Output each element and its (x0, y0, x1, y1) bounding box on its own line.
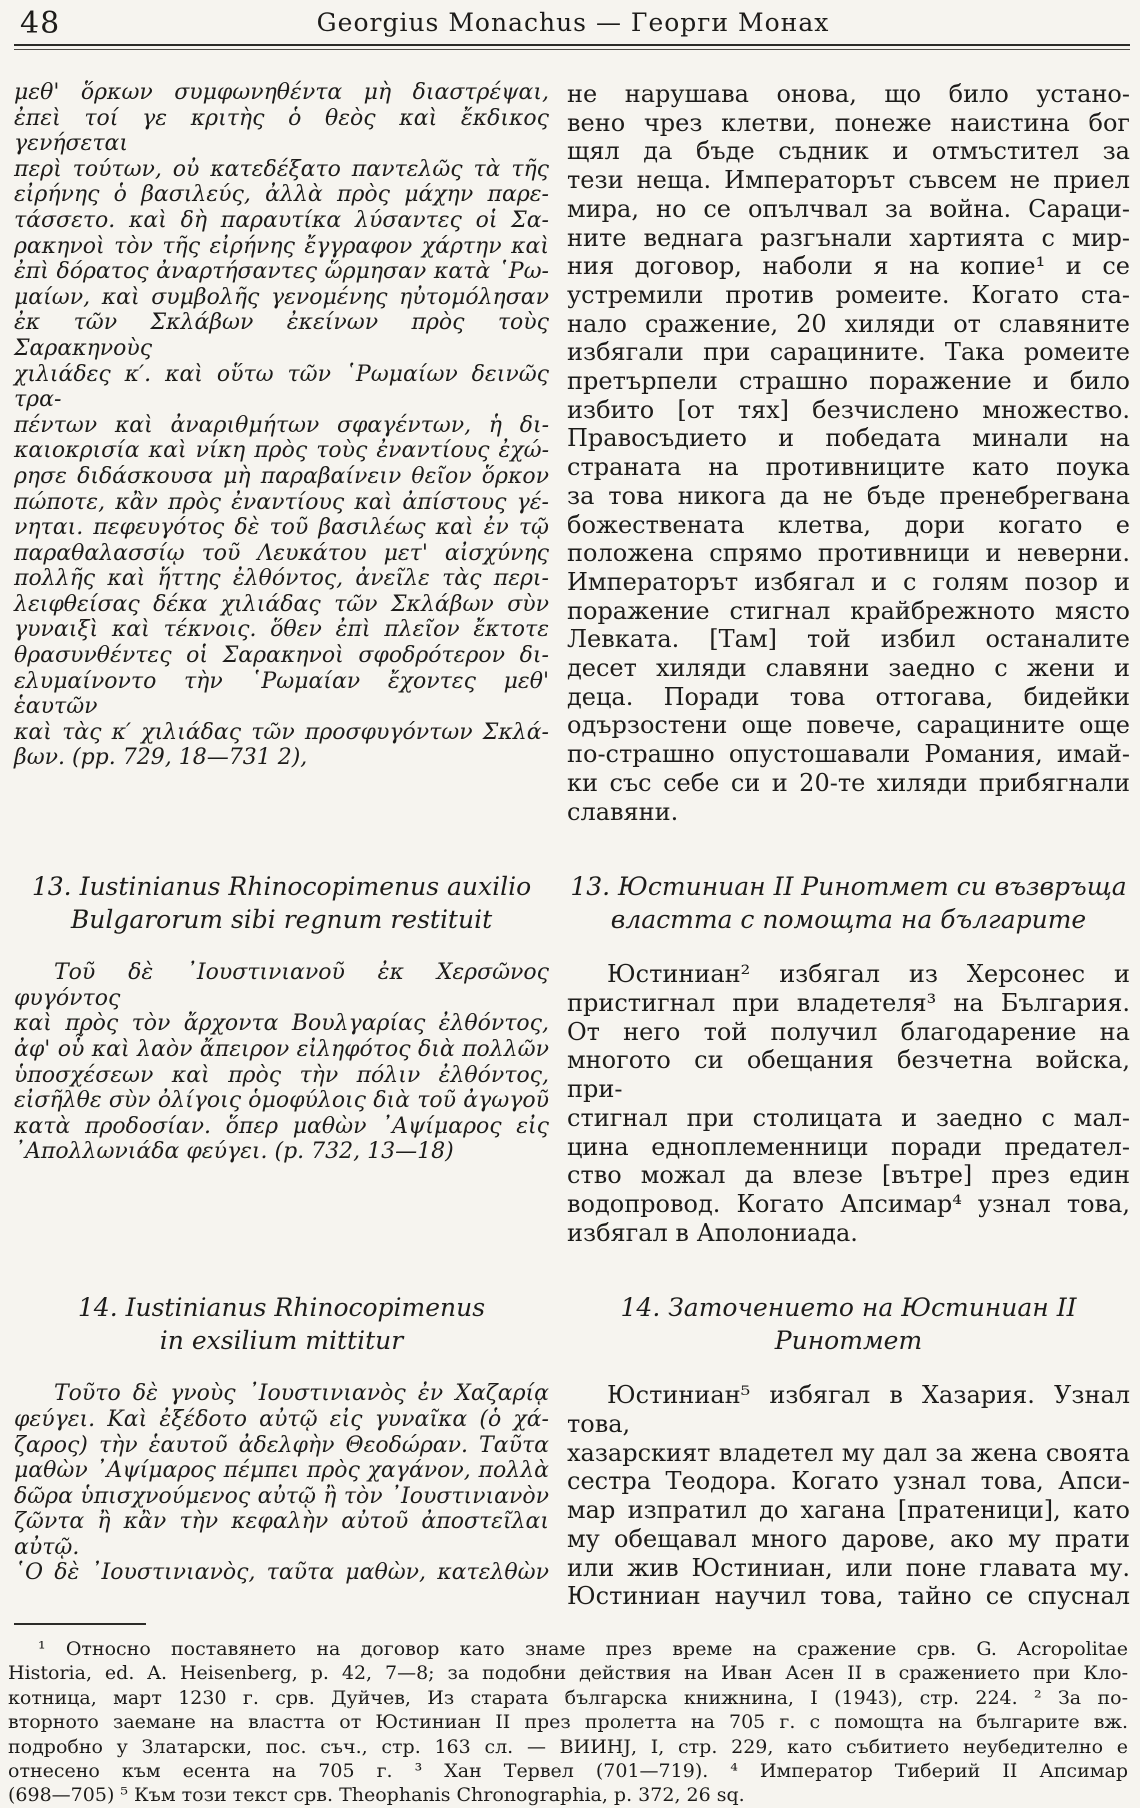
page-number: 48 (20, 6, 61, 41)
heading-line: 13. Юстиниан II Ринотмет си възвръща (570, 872, 1127, 902)
text-line: Юстиниан² избягал из Херсонес и (607, 960, 1130, 989)
heading-line: Ринотмет (774, 1326, 923, 1356)
heading-line: 14. Iustinianus Rhinocopimenus (77, 1293, 486, 1323)
section13-bulgarian-text (567, 960, 1130, 1247)
two-column-body (14, 80, 1132, 1611)
text-line: ἐκ τῶν Σκλάβων ἐκείνων πρὸς τοὺς Σαρακηνοὺς (14, 310, 549, 361)
text-line: Юстиниан⁵ избягал в Хазария. Узнал това, (567, 1381, 1130, 1439)
text-line: вторното заемане на властта от Юстиниан II през пролетта на 705 г. с помощта на българите вж. (8, 1711, 1128, 1734)
text-line: мира, но се опълчвал за война. Сараци- (567, 194, 1130, 223)
text-line: щял да бъде съдник и отмъстител за (567, 137, 1130, 166)
text-line: καὶ τὰς κ′ χιλιάδας τῶν προσφυγόντων Σκλά- (14, 719, 549, 745)
text-line: ελυμαίνοντο τὴν ῾Ρωμαίαν ἔχοντες μεθ' ἑαυτῶν (14, 668, 549, 720)
text-line: цина едноплеменници поради предател- (567, 1132, 1130, 1161)
section13-bulgarian-cell (567, 936, 1130, 1247)
text-line: поражение стигнал крайбрежното място (567, 596, 1130, 625)
text-line: устремили против ромеите. Когато ста- (567, 280, 1130, 309)
text-line: деца. Поради това оттогава, бидейки (567, 682, 1130, 711)
text-line: ζαρος) τὴν ἑαυτοῦ ἀδελφὴν Θεοδώραν. Ταῦτα (14, 1432, 549, 1458)
text-line: ки със себе си и 20-те хиляди прибягнали (567, 768, 1130, 797)
text-line: водопровод. Когато Апсимар⁴ узнал това, (567, 1189, 1130, 1218)
text-line: ᾽Απολλωνιάδα φεύγει. (p. 732, 13—18) (14, 1139, 454, 1165)
text-line: Historia, ed. A. Heisenberg, p. 42, 7—8; за подобни действия на Иван Асен II в сражението при Кло- (8, 1662, 1128, 1685)
text-line: избягал в Аполониада. (567, 1218, 858, 1247)
text-line: παραθαλασσίῳ τοῦ Λευκάτου μετ' αἰσχύνης (14, 540, 549, 566)
section14-greek-cell (14, 1357, 549, 1611)
text-line: положена спрямо противници и неверни. (567, 539, 1130, 568)
text-line: γυναιξὶ καὶ τέκνοις. ὅθεν ἐπὶ πλεῖον ἔκτοτε (14, 617, 549, 643)
section13-greek-cell (14, 936, 549, 1247)
text-line: Τοῦτο δὲ γνοὺς ᾽Ιουστινιανὸς ἐν Χαζαρίᾳ (54, 1381, 549, 1407)
text-line: μαίων, καὶ συμβολῆς γενομένης ηὐτομόλησαν (14, 284, 549, 310)
text-line: κατὰ προδοσίαν. ὅπερ μαθὼν ᾽Αψίμαρος εἰς (14, 1113, 549, 1139)
text-line: βων. (pp. 729, 18—731 2), (14, 745, 308, 771)
text-line: страната на противниците като поука (567, 453, 1130, 482)
text-line: πέντων καὶ ἀναριθμήτων σφαγέντων, ἡ δι- (14, 412, 549, 438)
text-line: избягали при сарацините. Така ромеите (567, 338, 1130, 367)
text-line: καὶ πρὸς τὸν ἄρχοντα Βουλγαρίας ἐλθόντος, (14, 1011, 549, 1037)
text-line: стигнал при столицата и заедно с мал- (567, 1103, 1130, 1132)
text-line: λειφθείσας δέκα χιλιάδας τῶν Σκλάβων σὺν (14, 591, 549, 617)
text-line: От него той получил благодарение на (567, 1017, 1130, 1046)
section14-bulgarian-text (567, 1381, 1130, 1611)
text-line: νηται. πεφευγότος δὲ τοῦ βασιλέως καὶ ἐν τῷ (14, 515, 549, 541)
text-line: μαθὼν ᾽Αψίμαρος πέμπει πρὸς χαγάνον, πολλὰ (14, 1458, 549, 1484)
text-line: χιλιάδες κ′. καὶ οὕτω τῶν ῾Ρωμαίων δεινῶς τρα- (14, 361, 549, 413)
text-line: ζῶντα ἢ κἂν τὴν κεφαλὴν αὐτοῦ ἀποστεῖλαι αὐτῷ. (14, 1509, 549, 1560)
heading-line: 13. Iustinianus Rhinocopimenus auxilio (31, 872, 532, 902)
section13-heading-bulgarian (567, 870, 1130, 936)
text-line: избито [от тях] безчислено множество. (567, 395, 1130, 424)
bulgarian-text-block-1 (567, 80, 1130, 826)
page-header (14, 6, 1132, 40)
heading-line: властта с помощта на българите (610, 905, 1087, 935)
text-line: πολλῆς καὶ ἥττης ἐλθόντος, ἀνεῖλε τὰς περι- (14, 566, 549, 592)
text-line: мар изпратил до хагана [пратеници], като (567, 1496, 1130, 1525)
text-line: нало сражение, 20 хиляди от славяните (567, 309, 1130, 338)
section14-heading-bulgarian-cell (567, 1247, 1130, 1357)
text-line: ἐπὶ δόρατος ἀναρτήσαντες ὥρμησαν κατὰ ῾Ρω- (14, 259, 549, 285)
header-rule (14, 44, 1130, 50)
text-line: ρακηνοὶ τὸν τῆς εἰρήνης ἔγγραφον χάρτην καὶ (14, 233, 549, 259)
text-line: претърпели страшно поражение и било (567, 367, 1130, 396)
text-line: ните веднага разгънали хартията с мир- (567, 223, 1130, 252)
text-line: φεύγει. Καὶ ἐξέδοτο αὐτῷ εἰς γυναῖκα (ὁ χά- (14, 1406, 549, 1432)
section13-heading-latin (14, 870, 549, 936)
heading-line: 14. Заточението на Юстиниан II (620, 1293, 1077, 1323)
text-line: θρασυνθέντες οἱ Σαρακηνοὶ σφοδρότερον δι- (14, 643, 549, 669)
section14-bulgarian-cell (567, 1357, 1130, 1611)
text-line: τάσσετο. καὶ δὴ παραυτίκα λύσαντες οἱ Σα- (14, 207, 549, 233)
text-line: (698—705) ⁵ Към този текст срв. Theophanis Chronographia, p. 372, 26 sq. (8, 1784, 745, 1807)
text-line: εἰρήνης ὁ βασιλεύς, ἀλλὰ πρὸς μάχην παρε- (14, 182, 549, 208)
text-line: десет хиляди славяни заедно с жени и (567, 654, 1130, 683)
text-line: тези неща. Императорът съвсем не приел (567, 166, 1130, 195)
text-line: му обещавал много дарове, ако му прати (567, 1524, 1130, 1553)
text-line: ὑποσχέσεων καὶ πρὸς τὴν πόλιν ἐλθόντος, (14, 1062, 549, 1088)
text-line: πώποτε, κἂν πρὸς ἐναντίους καὶ ἀπίστους γέ- (14, 489, 549, 515)
text-line: ἀφ' οὗ καὶ λαὸν ἄπειρον εἰληφότος διὰ πολλῶν (14, 1037, 549, 1063)
text-line: сестра Теодора. Когато узнал това, Апси- (567, 1467, 1130, 1496)
text-line: Левката. [Там] той избил останалите (567, 625, 1130, 654)
text-line: по-страшно опустошавали Романия, имай- (567, 740, 1130, 769)
section14-heading-latin-cell (14, 1247, 549, 1357)
heading-line: Bulgarorum sibi regnum restituit (70, 905, 493, 935)
section14-heading-bulgarian (567, 1291, 1130, 1357)
text-line: ния договор, наболи я на копие¹ и се (567, 252, 1130, 281)
text-line: славяни. (567, 797, 679, 826)
text-line: ство можал да влезе [вътре] през един (567, 1161, 1130, 1190)
text-line: отнесено към есента на 705 г. ³ Хан Тервел (701—719). ⁴ Император Тиберий II Апсимар (8, 1759, 1128, 1782)
footnotes-block (8, 1635, 1132, 1808)
section13-heading-bulgarian-cell (567, 826, 1130, 936)
text-line: Τοῦ δὲ ᾽Ιουστινιανοῦ ἐκ Χερσῶνος φυγόντος (14, 960, 549, 1011)
text-line: Правосъдието и победата минали на (567, 424, 1130, 453)
text-line: ἐπεὶ τοί γε κριτὴς ὁ θεὸς καὶ ἔκδικος γενήσεται (14, 105, 549, 157)
section14-heading-latin (14, 1291, 549, 1357)
text-line: за това никога да не бъде пренебрегвана (567, 481, 1130, 510)
text-line: хазарският владетел му дал за жена своята (567, 1438, 1130, 1467)
text-line: μεθ' ὅρκων συμφωνηθέντα μὴ διαστρέψαι, (14, 80, 549, 105)
text-line: или жив Юстиниан, или поне главата му. (567, 1553, 1130, 1582)
text-line: Юстиниан научил това, тайно се спуснал (567, 1582, 1130, 1611)
text-line: одързостени още повече, сарацините още (567, 711, 1130, 740)
text-line: καιοκρισία καὶ νίκη πρὸς τοὺς ἐναντίους ἐχώ- (14, 438, 549, 464)
text-line: не нарушава онова, що било устано- (567, 80, 1130, 108)
greek-text-block-1 (14, 80, 549, 771)
section14-greek-text (14, 1381, 549, 1586)
text-line: εἰσῆλθε σὺν ὀλίγοις ὁμοφύλοις διὰ τοῦ ἀγωγοῦ (14, 1088, 549, 1114)
text-line: περὶ τούτων, οὐ κατεδέξατο παντελῶς τὰ τῆς (14, 156, 549, 182)
footnote-separator-rule (14, 1623, 146, 1625)
text-line: котница, март 1230 г. срв. Дуйчев, Из старата българска книжнина, I (1943), стр. 224. ² За по- (8, 1686, 1128, 1709)
text-line: божествената клетва, дори когато е (567, 510, 1130, 539)
section13-greek-text (14, 960, 549, 1165)
running-title: Georgius Monachus — Георги Монах (316, 8, 830, 37)
text-line: Императорът избягал и с голям позор и (567, 567, 1130, 596)
text-line: ρησε διδάσκουσα μὴ παραβαίνειν θεῖον ὅρκον (14, 463, 549, 489)
text-line: ¹ Относно поставянето на договор като знаме през време на сражение срв. G. Acropolitae (38, 1637, 1128, 1660)
greek-column-intro (14, 80, 549, 826)
heading-line: in exsilium mittitur (159, 1326, 404, 1356)
text-line: пристигнал при владетеля³ на България. (567, 988, 1130, 1017)
section13-heading-latin-cell (14, 826, 549, 936)
text-line: многото си обещания безчетна войска, при- (567, 1046, 1130, 1104)
text-line: ῾Ο δὲ ᾽Ιουστινιανὸς, ταῦτα μαθὼν, κατελθὼν (14, 1560, 549, 1586)
text-line: δῶρα ὑπισχνούμενος αὐτῷ ἢ τὸν ᾽Ιουστινιανὸν (14, 1483, 549, 1509)
bulgarian-column-intro (567, 80, 1130, 826)
text-line: подробно у Златарски, пос. съч., стр. 163 сл. — ВИИНЈ, I, стр. 229, като събитието неубедително е (8, 1735, 1128, 1758)
text-line: вено чрез клетви, понеже наистина бог (567, 108, 1130, 137)
